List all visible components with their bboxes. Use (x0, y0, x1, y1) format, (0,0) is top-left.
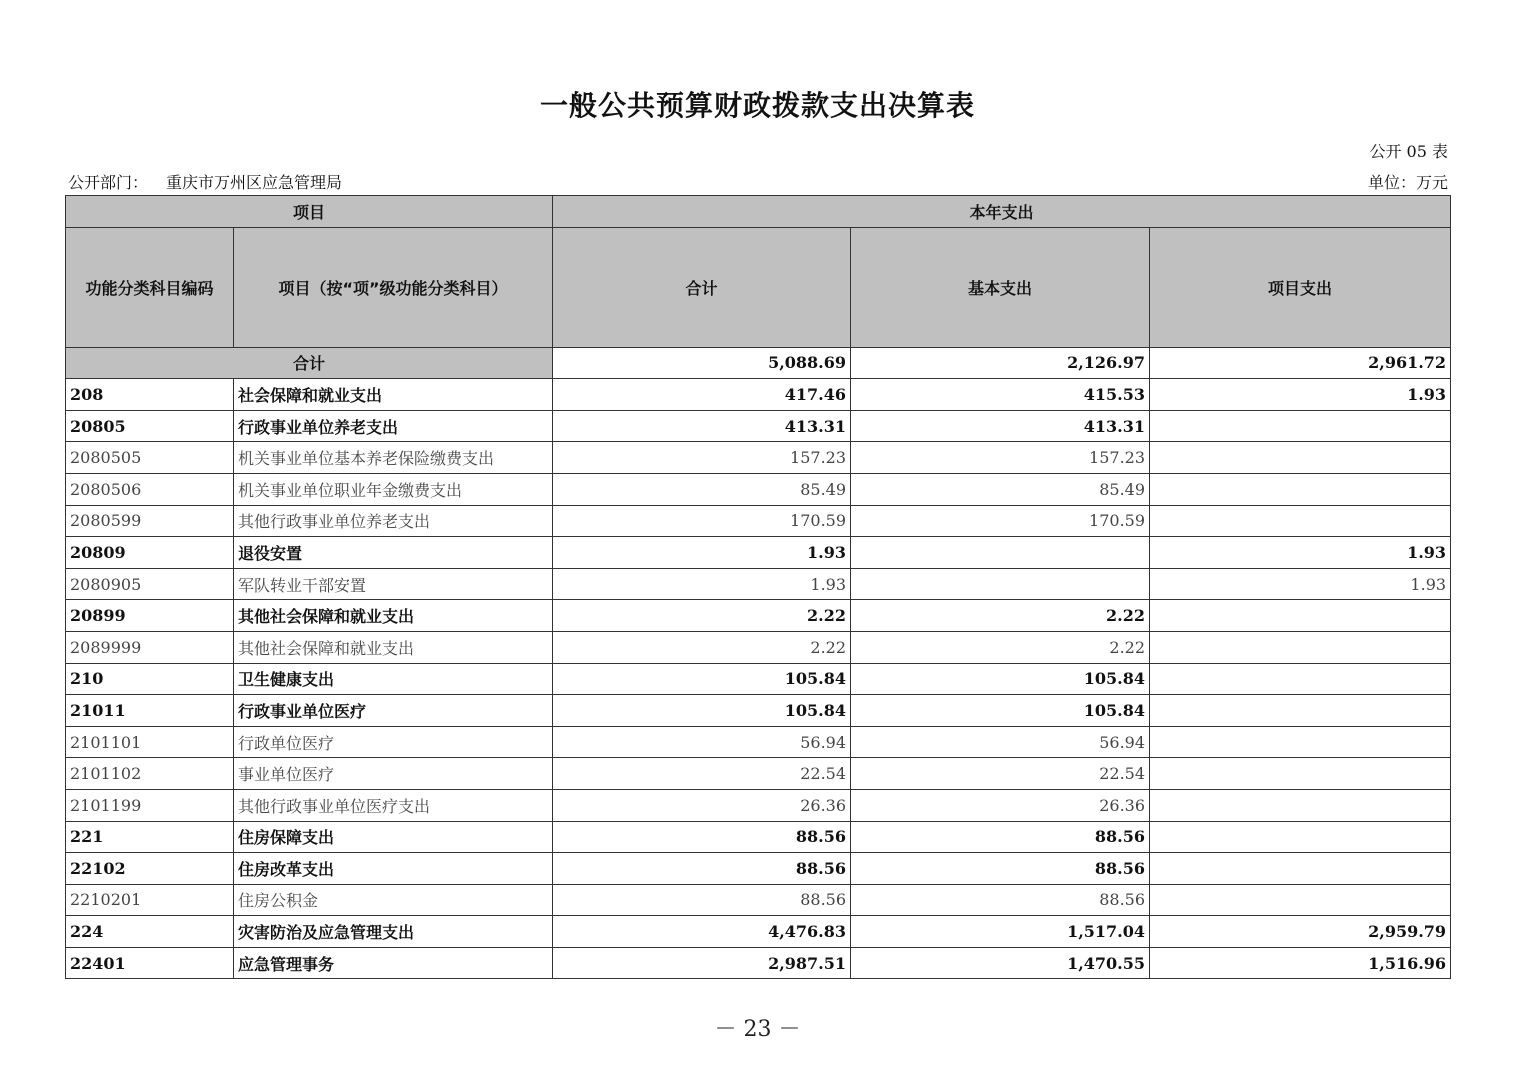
total-row (66, 347, 1451, 379)
department-line (68, 170, 342, 193)
row-basic: 105.84 (851, 663, 1150, 695)
row-name: 机关事业单位基本养老保险缴费支出 (234, 442, 553, 474)
row-name: 其他行政事业单位养老支出 (234, 505, 553, 537)
row-code: 21011 (66, 695, 234, 727)
row-project (1150, 884, 1451, 916)
table-row (66, 379, 1451, 411)
row-name: 应急管理事务 (234, 947, 553, 979)
row-total: 1.93 (553, 537, 851, 569)
department-label: 公开部门： (68, 173, 149, 192)
row-total: 88.56 (553, 884, 851, 916)
page-title: 一般公共预算财政拨款支出决算表 (539, 89, 975, 122)
row-project (1150, 505, 1451, 537)
form-number: 公开 05 表 (1369, 142, 1448, 161)
row-name: 其他社会保障和就业支出 (234, 631, 553, 663)
row-project (1150, 695, 1451, 727)
row-project: 1.93 (1150, 537, 1451, 569)
row-basic: 56.94 (851, 726, 1150, 758)
department-name: 重庆市万州区应急管理局 (166, 173, 343, 192)
table-row (66, 789, 1451, 821)
row-name: 社会保障和就业支出 (234, 379, 553, 411)
header-basic: 基本支出 (851, 227, 1150, 347)
row-name: 住房保障支出 (234, 821, 553, 853)
page-number: － 23 － (714, 1017, 801, 1042)
table-row (66, 568, 1451, 600)
row-total: 2,987.51 (553, 947, 851, 979)
table-row (66, 947, 1451, 979)
row-project (1150, 600, 1451, 632)
row-total: 22.54 (553, 758, 851, 790)
row-basic: 88.56 (851, 884, 1150, 916)
row-code: 2080505 (66, 442, 234, 474)
table-row (66, 853, 1451, 885)
row-code: 2101199 (66, 789, 234, 821)
row-project (1150, 821, 1451, 853)
row-name: 行政事业单位养老支出 (234, 410, 553, 442)
header-code: 功能分类科目编码 (66, 227, 234, 347)
header-project-expense: 项目支出 (1150, 227, 1451, 347)
row-basic: 2.22 (851, 631, 1150, 663)
row-project (1150, 853, 1451, 885)
row-total: 2.22 (553, 631, 851, 663)
row-project: 1.93 (1150, 379, 1451, 411)
row-project (1150, 726, 1451, 758)
row-project: 1.93 (1150, 568, 1451, 600)
table-row (66, 663, 1451, 695)
row-name: 住房公积金 (234, 884, 553, 916)
row-total: 56.94 (553, 726, 851, 758)
table-body (66, 347, 1451, 979)
row-project (1150, 410, 1451, 442)
row-project (1150, 473, 1451, 505)
row-basic: 88.56 (851, 821, 1150, 853)
row-basic (851, 568, 1150, 600)
row-name: 军队转业干部安置 (234, 568, 553, 600)
row-name: 行政单位医疗 (234, 726, 553, 758)
table-row (66, 821, 1451, 853)
row-code: 2080905 (66, 568, 234, 600)
row-total: 85.49 (553, 473, 851, 505)
row-name: 退役安置 (234, 537, 553, 569)
row-code: 2089999 (66, 631, 234, 663)
row-name: 灾害防治及应急管理支出 (234, 916, 553, 948)
row-total: 105.84 (553, 695, 851, 727)
table-row (66, 916, 1451, 948)
row-code: 2210201 (66, 884, 234, 916)
row-basic: 22.54 (851, 758, 1150, 790)
row-basic: 413.31 (851, 410, 1150, 442)
table-row (66, 884, 1451, 916)
row-code: 20899 (66, 600, 234, 632)
row-total: 157.23 (553, 442, 851, 474)
unit-label: 单位：万元 (1367, 173, 1448, 192)
row-name: 行政事业单位医疗 (234, 695, 553, 727)
table-row (66, 505, 1451, 537)
row-code: 2080599 (66, 505, 234, 537)
row-name: 其他行政事业单位医疗支出 (234, 789, 553, 821)
row-code: 221 (66, 821, 234, 853)
row-total: 1.93 (553, 568, 851, 600)
table-row (66, 695, 1451, 727)
table-row (66, 758, 1451, 790)
row-basic: 415.53 (851, 379, 1150, 411)
row-basic: 2.22 (851, 600, 1150, 632)
row-code: 210 (66, 663, 234, 695)
row-project (1150, 631, 1451, 663)
row-total: 26.36 (553, 789, 851, 821)
table-row (66, 410, 1451, 442)
total-label: 合计 (66, 347, 553, 379)
header-project: 项目 (66, 196, 553, 228)
row-code: 208 (66, 379, 234, 411)
header-current-year: 本年支出 (553, 196, 1451, 228)
table-row (66, 537, 1451, 569)
row-total: 417.46 (553, 379, 851, 411)
header-name: 项目（按“项”级功能分类科目） (234, 227, 553, 347)
row-basic: 157.23 (851, 442, 1150, 474)
table-row (66, 726, 1451, 758)
row-total: 105.84 (553, 663, 851, 695)
row-name: 住房改革支出 (234, 853, 553, 885)
row-basic: 1,517.04 (851, 916, 1150, 948)
row-project (1150, 442, 1451, 474)
row-code: 224 (66, 916, 234, 948)
table-row (66, 631, 1451, 663)
budget-table (65, 195, 1451, 979)
row-code: 2080506 (66, 473, 234, 505)
row-basic: 85.49 (851, 473, 1150, 505)
header-total: 合计 (553, 227, 851, 347)
row-basic: 105.84 (851, 695, 1150, 727)
table-row (66, 442, 1451, 474)
row-project: 2,959.79 (1150, 916, 1451, 948)
row-total: 4,476.83 (553, 916, 851, 948)
row-code: 20809 (66, 537, 234, 569)
total-amount: 5,088.69 (553, 347, 851, 379)
row-basic: 170.59 (851, 505, 1150, 537)
row-total: 170.59 (553, 505, 851, 537)
row-basic (851, 537, 1150, 569)
row-basic: 1,470.55 (851, 947, 1150, 979)
total-basic: 2,126.97 (851, 347, 1150, 379)
total-project: 2,961.72 (1150, 347, 1451, 379)
row-total: 413.31 (553, 410, 851, 442)
row-project: 1,516.96 (1150, 947, 1451, 979)
table-row (66, 473, 1451, 505)
row-code: 2101102 (66, 758, 234, 790)
row-code: 2101101 (66, 726, 234, 758)
row-total: 2.22 (553, 600, 851, 632)
row-basic: 26.36 (851, 789, 1150, 821)
row-name: 机关事业单位职业年金缴费支出 (234, 473, 553, 505)
row-code: 22102 (66, 853, 234, 885)
row-project (1150, 758, 1451, 790)
row-total: 88.56 (553, 853, 851, 885)
row-project (1150, 663, 1451, 695)
table-row (66, 600, 1451, 632)
row-code: 22401 (66, 947, 234, 979)
row-code: 20805 (66, 410, 234, 442)
row-basic: 88.56 (851, 853, 1150, 885)
row-total: 88.56 (553, 821, 851, 853)
row-name: 事业单位医疗 (234, 758, 553, 790)
row-name: 卫生健康支出 (234, 663, 553, 695)
row-project (1150, 789, 1451, 821)
row-name: 其他社会保障和就业支出 (234, 600, 553, 632)
